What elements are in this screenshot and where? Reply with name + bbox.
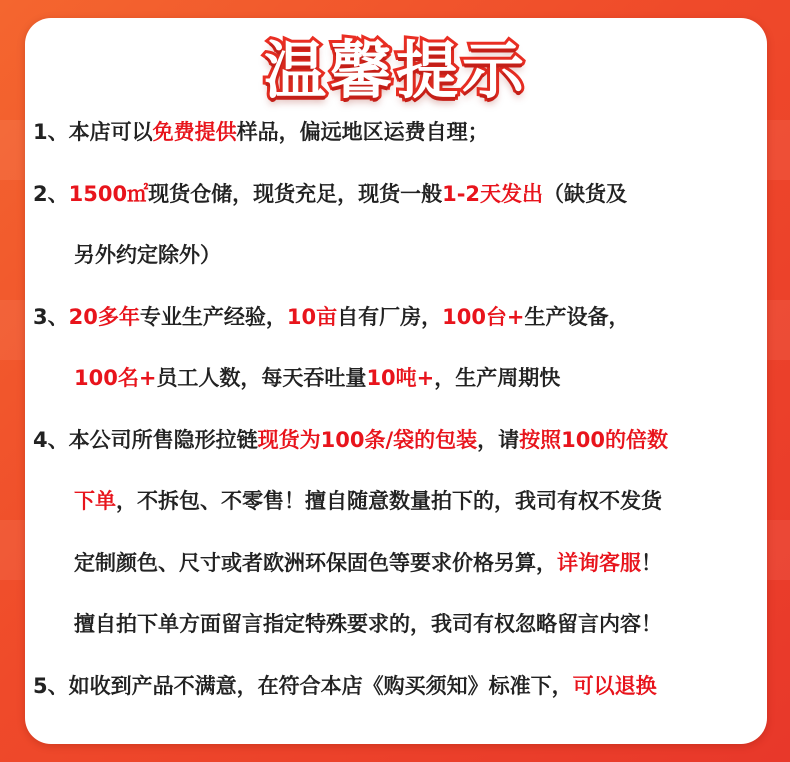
highlight-text: 10亩 bbox=[286, 304, 338, 329]
notice-line-3 bbox=[33, 297, 773, 359]
notice-text: 定制颜色、尺寸或者欧洲环保固色等要求价格另算， bbox=[74, 550, 557, 575]
highlight-text: 详询客服 bbox=[557, 550, 641, 575]
highlight-text: 100名+ bbox=[74, 366, 157, 390]
notice-text: 现货仓储，现货充足，现货一般 bbox=[148, 181, 443, 206]
title-banner bbox=[25, 36, 767, 106]
notice-line-1 bbox=[33, 112, 773, 174]
notice-text: 5、如收到产品不满意，在符合本店《购买须知》标准下， bbox=[33, 673, 573, 698]
notice-text: 2、 bbox=[33, 181, 69, 206]
notice-text: ，不拆包、不零售！擅自随意数量拍下的，我司有权不发货 bbox=[116, 489, 662, 513]
highlight-text: 可以退换 bbox=[572, 673, 657, 698]
notice-text: （缺货及 bbox=[543, 181, 628, 206]
notice-line-3-cont bbox=[33, 358, 773, 420]
notice-text: 自有厂房， bbox=[337, 304, 443, 329]
notice-text: ，请 bbox=[477, 427, 520, 452]
notice-text: 4、本公司所售隐形拉链 bbox=[33, 427, 258, 452]
notice-text: 专业生产经验， bbox=[139, 304, 287, 329]
notice-list bbox=[33, 112, 773, 727]
notice-text: 员工人数，每天吞吐量 bbox=[156, 366, 367, 390]
highlight-text: 现货为100条/袋的包装 bbox=[257, 427, 478, 452]
notice-text: 生产设备， bbox=[524, 304, 630, 329]
highlight-text: 100台+ bbox=[442, 304, 525, 329]
notice-line-2 bbox=[33, 174, 773, 236]
notice-text: 擅自拍下单方面留言指定特殊要求的，我司有权忽略留言内容！ bbox=[74, 612, 662, 636]
highlight-text: 1500㎡ bbox=[68, 181, 149, 206]
notice-text: 另外约定除外） bbox=[74, 243, 221, 267]
notice-line-4 bbox=[33, 420, 773, 482]
notice-line-5 bbox=[33, 666, 773, 728]
notice-text: ！ bbox=[641, 550, 662, 575]
notice-line-4-cont-1 bbox=[33, 481, 773, 543]
page-title: 温馨提示 bbox=[263, 34, 528, 107]
highlight-text: 10吨+ bbox=[366, 366, 435, 390]
highlight-text: 按照100的倍数 bbox=[519, 427, 668, 452]
notice-text: ，生产周期快 bbox=[434, 366, 561, 390]
notice-line-4-cont-3 bbox=[33, 604, 773, 666]
highlight-text: 下单 bbox=[74, 489, 116, 513]
highlight-text: 1-2天发出 bbox=[442, 181, 544, 206]
notice-text: 3、 bbox=[33, 304, 69, 329]
notice-text: 样品，偏远地区运费自理； bbox=[236, 120, 489, 144]
notice-line-2-cont bbox=[33, 235, 773, 297]
highlight-text: 20多年 bbox=[68, 304, 140, 329]
highlight-text: 免费提供 bbox=[152, 120, 237, 144]
notice-text: 1、本店可以 bbox=[33, 120, 153, 144]
notice-line-4-cont-2 bbox=[33, 543, 773, 605]
